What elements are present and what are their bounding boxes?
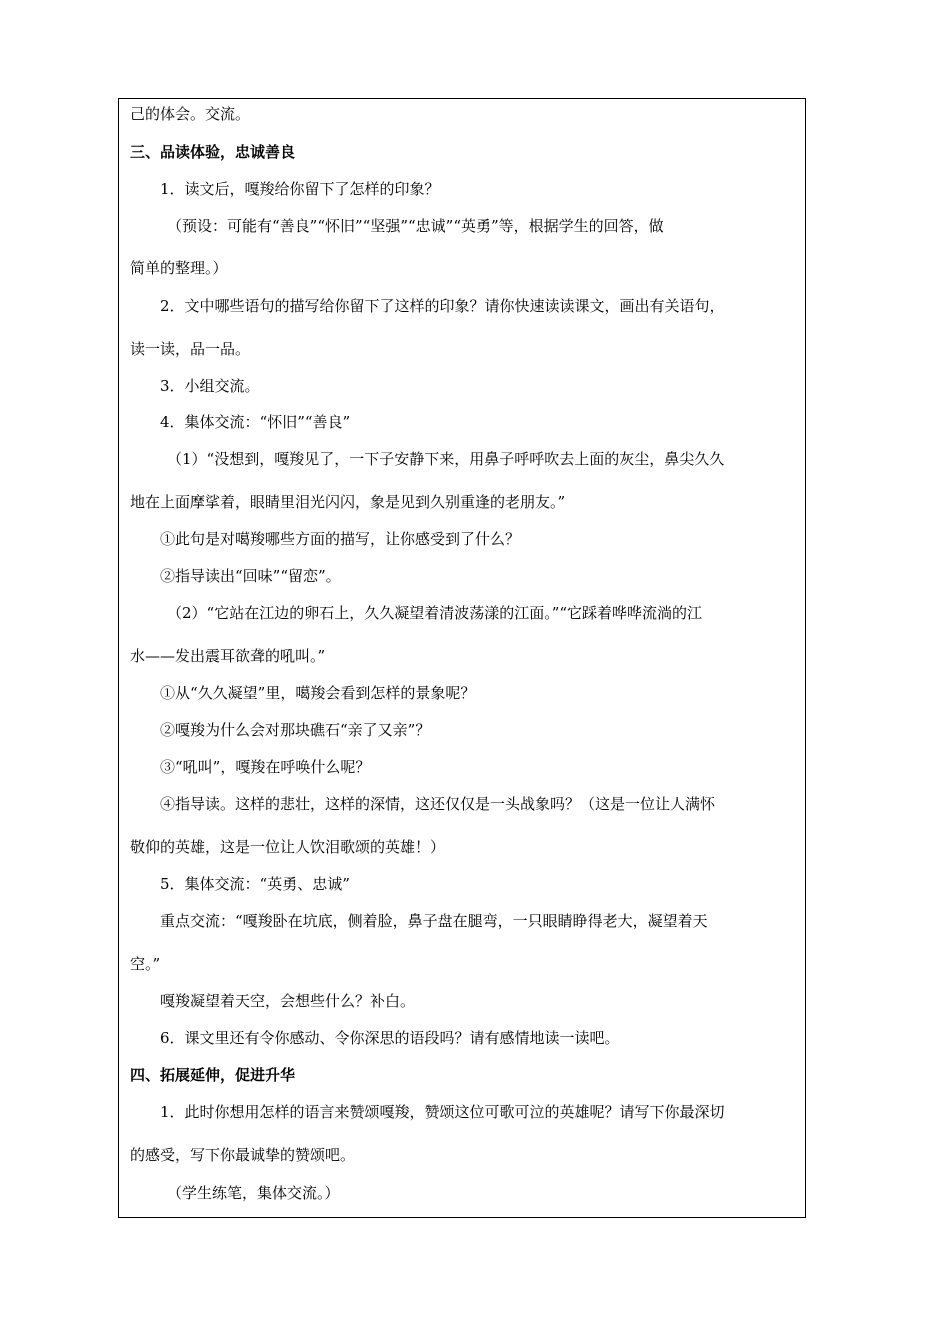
text-line: （学生练笔，集体交流。） bbox=[167, 1184, 340, 1202]
text-line: （2）“它站在江边的卵石上，久久凝望着清波荡漾的江面。”“它踩着哗哗流淌的江 bbox=[167, 604, 703, 622]
text-line: 的感受，写下你最诚挚的赞颂吧。 bbox=[130, 1146, 356, 1164]
text-line: 空。” bbox=[130, 955, 161, 973]
text-line: 5．集体交流：“英勇、忠诚” bbox=[160, 875, 350, 893]
text-line: ②指导读出“回味”“留恋”。 bbox=[160, 567, 341, 585]
text-line: 读一读，品一品。 bbox=[130, 340, 251, 358]
text-line: 重点交流：“嘎羧卧在坑底，侧着脸，鼻子盘在腿弯，一只眼睛睁得老大，凝望着天 bbox=[160, 912, 708, 930]
text-line: 敬仰的英雄，这是一位让人饮泪歌颂的英雄！） bbox=[130, 838, 446, 856]
text-line: 水——发出震耳欲聋的吼叫。” bbox=[130, 647, 326, 665]
text-line: 6．课文里还有令你感动、令你深思的语段吗？请有感情地读一读吧。 bbox=[160, 1029, 620, 1047]
text-line: 己的体会。交流。 bbox=[130, 105, 251, 123]
text-line: ①此句是对噶羧哪些方面的描写，让你感受到了什么？ bbox=[160, 530, 521, 548]
text-line: （1）“没想到，嘎羧见了，一下子安静下来，用鼻子呼呼吹去上面的灰尘，鼻尖久久 bbox=[167, 450, 725, 468]
text-line: 2．文中哪些语句的描写给你留下了这样的印象？请你快速读读课文，画出有关语句， bbox=[160, 297, 725, 315]
section-heading-3: 三、品读体验，忠诚善良 bbox=[130, 143, 296, 161]
text-line: 简单的整理。） bbox=[130, 259, 228, 277]
text-line: ②嘎羧为什么会对那块礁石“亲了又亲”？ bbox=[160, 721, 431, 739]
text-line: 3．小组交流。 bbox=[160, 377, 260, 395]
text-line: 1．此时你想用怎样的语言来赞颂嘎羧，赞颂这位可歌可泣的英雄呢？请写下你最深切 bbox=[160, 1103, 725, 1121]
text-line: 嘎羧凝望着天空，会想些什么？补白。 bbox=[160, 992, 416, 1010]
text-line: ④指导读。这样的悲壮，这样的深情，这还仅仅是一头战象吗？（这是一位让人满怀 bbox=[160, 795, 716, 813]
text-line: ①从“久久凝望”里，噶羧会看到怎样的景象呢？ bbox=[160, 684, 476, 702]
text-line: 地在上面摩挲着，眼睛里泪光闪闪，象是见到久别重逢的老朋友。” bbox=[130, 493, 566, 511]
text-line: ③“吼叫”，嘎羧在呼唤什么呢？ bbox=[160, 758, 371, 776]
text-line: 1．读文后，嘎羧给你留下了怎样的印象？ bbox=[160, 180, 440, 198]
text-line: 4．集体交流：“怀旧”“善良” bbox=[160, 413, 351, 431]
section-heading-4: 四、拓展延伸，促进升华 bbox=[130, 1066, 296, 1084]
text-line: （预设：可能有“善良”“怀旧”“坚强”“忠诚”“英勇”等，根据学生的回答，做 bbox=[167, 217, 664, 235]
